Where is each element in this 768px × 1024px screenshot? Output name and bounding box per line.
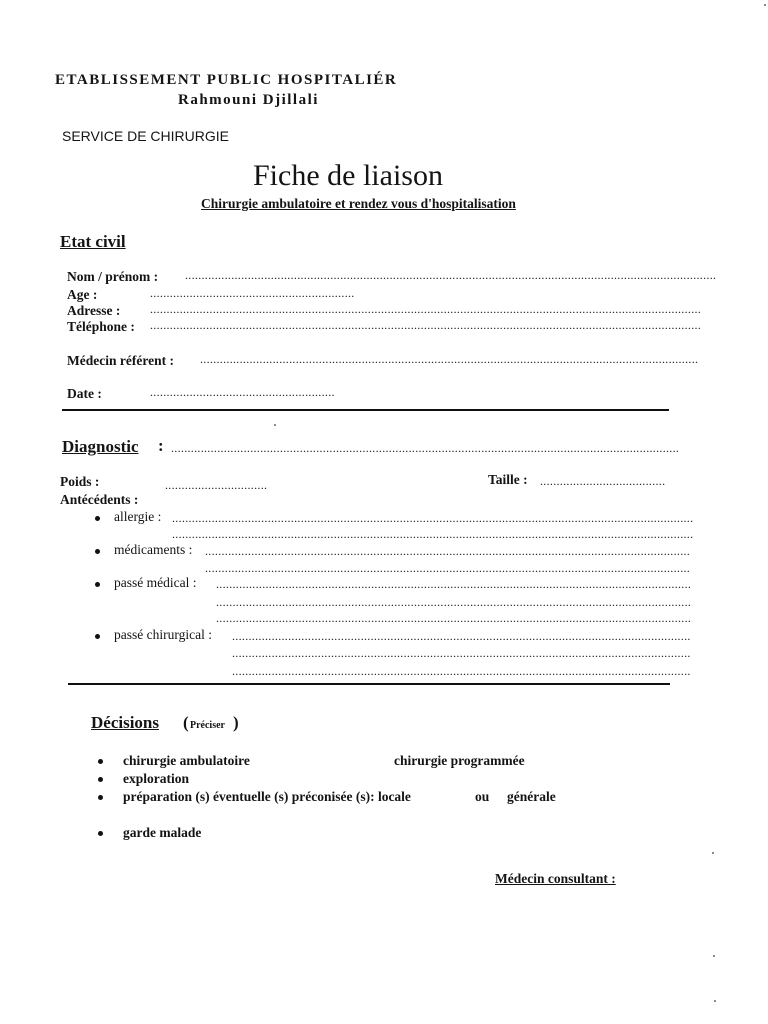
- option-preparation-locale[interactable]: préparation (s) éventuelle (s) préconisée (s): locale: [123, 789, 411, 804]
- bullet-icon: [95, 634, 100, 639]
- adresse-label: Adresse :: [67, 303, 121, 318]
- passe-chirurgical-field-line-1[interactable]: ...........................................................................................................................................: [232, 629, 691, 643]
- poids-label: Poids :: [60, 474, 100, 489]
- scan-speck: [713, 955, 715, 957]
- passe-medical-field-line-2[interactable]: ................................................................................................................................................: [216, 595, 692, 609]
- bullet-icon: [95, 582, 100, 587]
- section-heading-decisions: Décisions: [91, 713, 159, 732]
- adresse-field[interactable]: .......................................................................................................................................................................: [150, 302, 702, 316]
- passe-medical-field-line-3[interactable]: ................................................................................................................................................: [216, 611, 692, 625]
- section-heading-diagnostic: Diagnostic: [62, 437, 139, 456]
- diagnostic-colon: :: [158, 436, 164, 455]
- decisions-paren-open: (: [183, 713, 189, 732]
- telephone-field[interactable]: .......................................................................................................................................................................: [150, 318, 702, 332]
- decisions-preciser: Préciser: [190, 720, 225, 731]
- telephone-label: Téléphone :: [67, 319, 135, 334]
- passe-chirurgical-field-line-3[interactable]: ...........................................................................................................................................: [232, 664, 691, 678]
- section-heading-etat-civil: Etat civil: [60, 232, 126, 251]
- age-label: Age :: [67, 287, 98, 302]
- passe-chirurgical-label: passé chirurgical :: [114, 627, 212, 642]
- bullet-icon: [95, 516, 100, 521]
- passe-medical-field-line-1[interactable]: ................................................................................................................................................: [216, 577, 692, 591]
- option-garde-malade[interactable]: garde malade: [123, 825, 202, 840]
- medicaments-field-line-1[interactable]: ...................................................................................................................................................: [205, 544, 691, 558]
- bullet-icon: [98, 777, 103, 782]
- scan-speck: [714, 1000, 716, 1002]
- scan-speck: [764, 4, 766, 6]
- allergie-label: allergie :: [114, 509, 162, 524]
- allergie-field-line-2[interactable]: ..............................................................................................................................................................: [172, 527, 694, 541]
- passe-chirurgical-field-line-2[interactable]: ...........................................................................................................................................: [232, 646, 691, 660]
- age-field[interactable]: ..............................................................: [150, 286, 355, 300]
- section-divider-1: [62, 409, 669, 411]
- passe-medical-label: passé médical :: [114, 575, 197, 590]
- decisions-paren-close: ): [233, 713, 239, 732]
- bullet-icon: [98, 759, 103, 764]
- medecin-referent-field[interactable]: .......................................................................................................................................................: [200, 352, 699, 366]
- medecin-consultant-label: Médecin consultant :: [495, 871, 616, 886]
- institution-name: ETABLISSEMENT PUBLIC HOSPITALIÉR: [55, 72, 398, 88]
- nom-prenom-field[interactable]: .................................................................................................................................................................: [185, 268, 717, 282]
- medicaments-field-line-2[interactable]: ...................................................................................................................................................: [205, 561, 691, 575]
- service-name: SERVICE DE CHIRURGIE: [62, 128, 229, 144]
- medecin-referent-label: Médecin référent :: [67, 353, 174, 368]
- scan-speck: [274, 424, 276, 426]
- bullet-icon: [98, 831, 103, 836]
- poids-field[interactable]: ...............................: [165, 478, 268, 492]
- option-chirurgie-programmee[interactable]: chirurgie programmée: [394, 753, 525, 768]
- option-generale[interactable]: générale: [507, 789, 556, 804]
- section-divider-2: [68, 683, 670, 685]
- option-ou: ou: [475, 789, 490, 804]
- nom-prenom-label: Nom / prénom :: [67, 269, 159, 284]
- diagnostic-field[interactable]: ..........................................................................................................................................................: [171, 441, 680, 455]
- document-title: Fiche de liaison: [253, 159, 443, 192]
- scan-speck: [712, 852, 714, 854]
- date-field[interactable]: ........................................................: [150, 385, 335, 399]
- date-label: Date :: [67, 386, 102, 401]
- bullet-icon: [98, 795, 103, 800]
- option-chirurgie-ambulatoire[interactable]: chirurgie ambulatoire: [123, 753, 250, 768]
- option-exploration[interactable]: exploration: [123, 771, 189, 786]
- taille-field[interactable]: ......................................: [540, 474, 666, 488]
- medicaments-label: médicaments :: [114, 542, 193, 557]
- bullet-icon: [95, 549, 100, 554]
- antecedents-label: Antécédents :: [60, 492, 139, 507]
- taille-label: Taille :: [488, 472, 528, 487]
- allergie-field-line-1[interactable]: ..............................................................................................................................................................: [172, 511, 694, 525]
- hospital-name: Rahmouni Djillali: [178, 92, 319, 108]
- document-subtitle: Chirurgie ambulatoire et rendez vous d'hospitalisation: [201, 196, 516, 211]
